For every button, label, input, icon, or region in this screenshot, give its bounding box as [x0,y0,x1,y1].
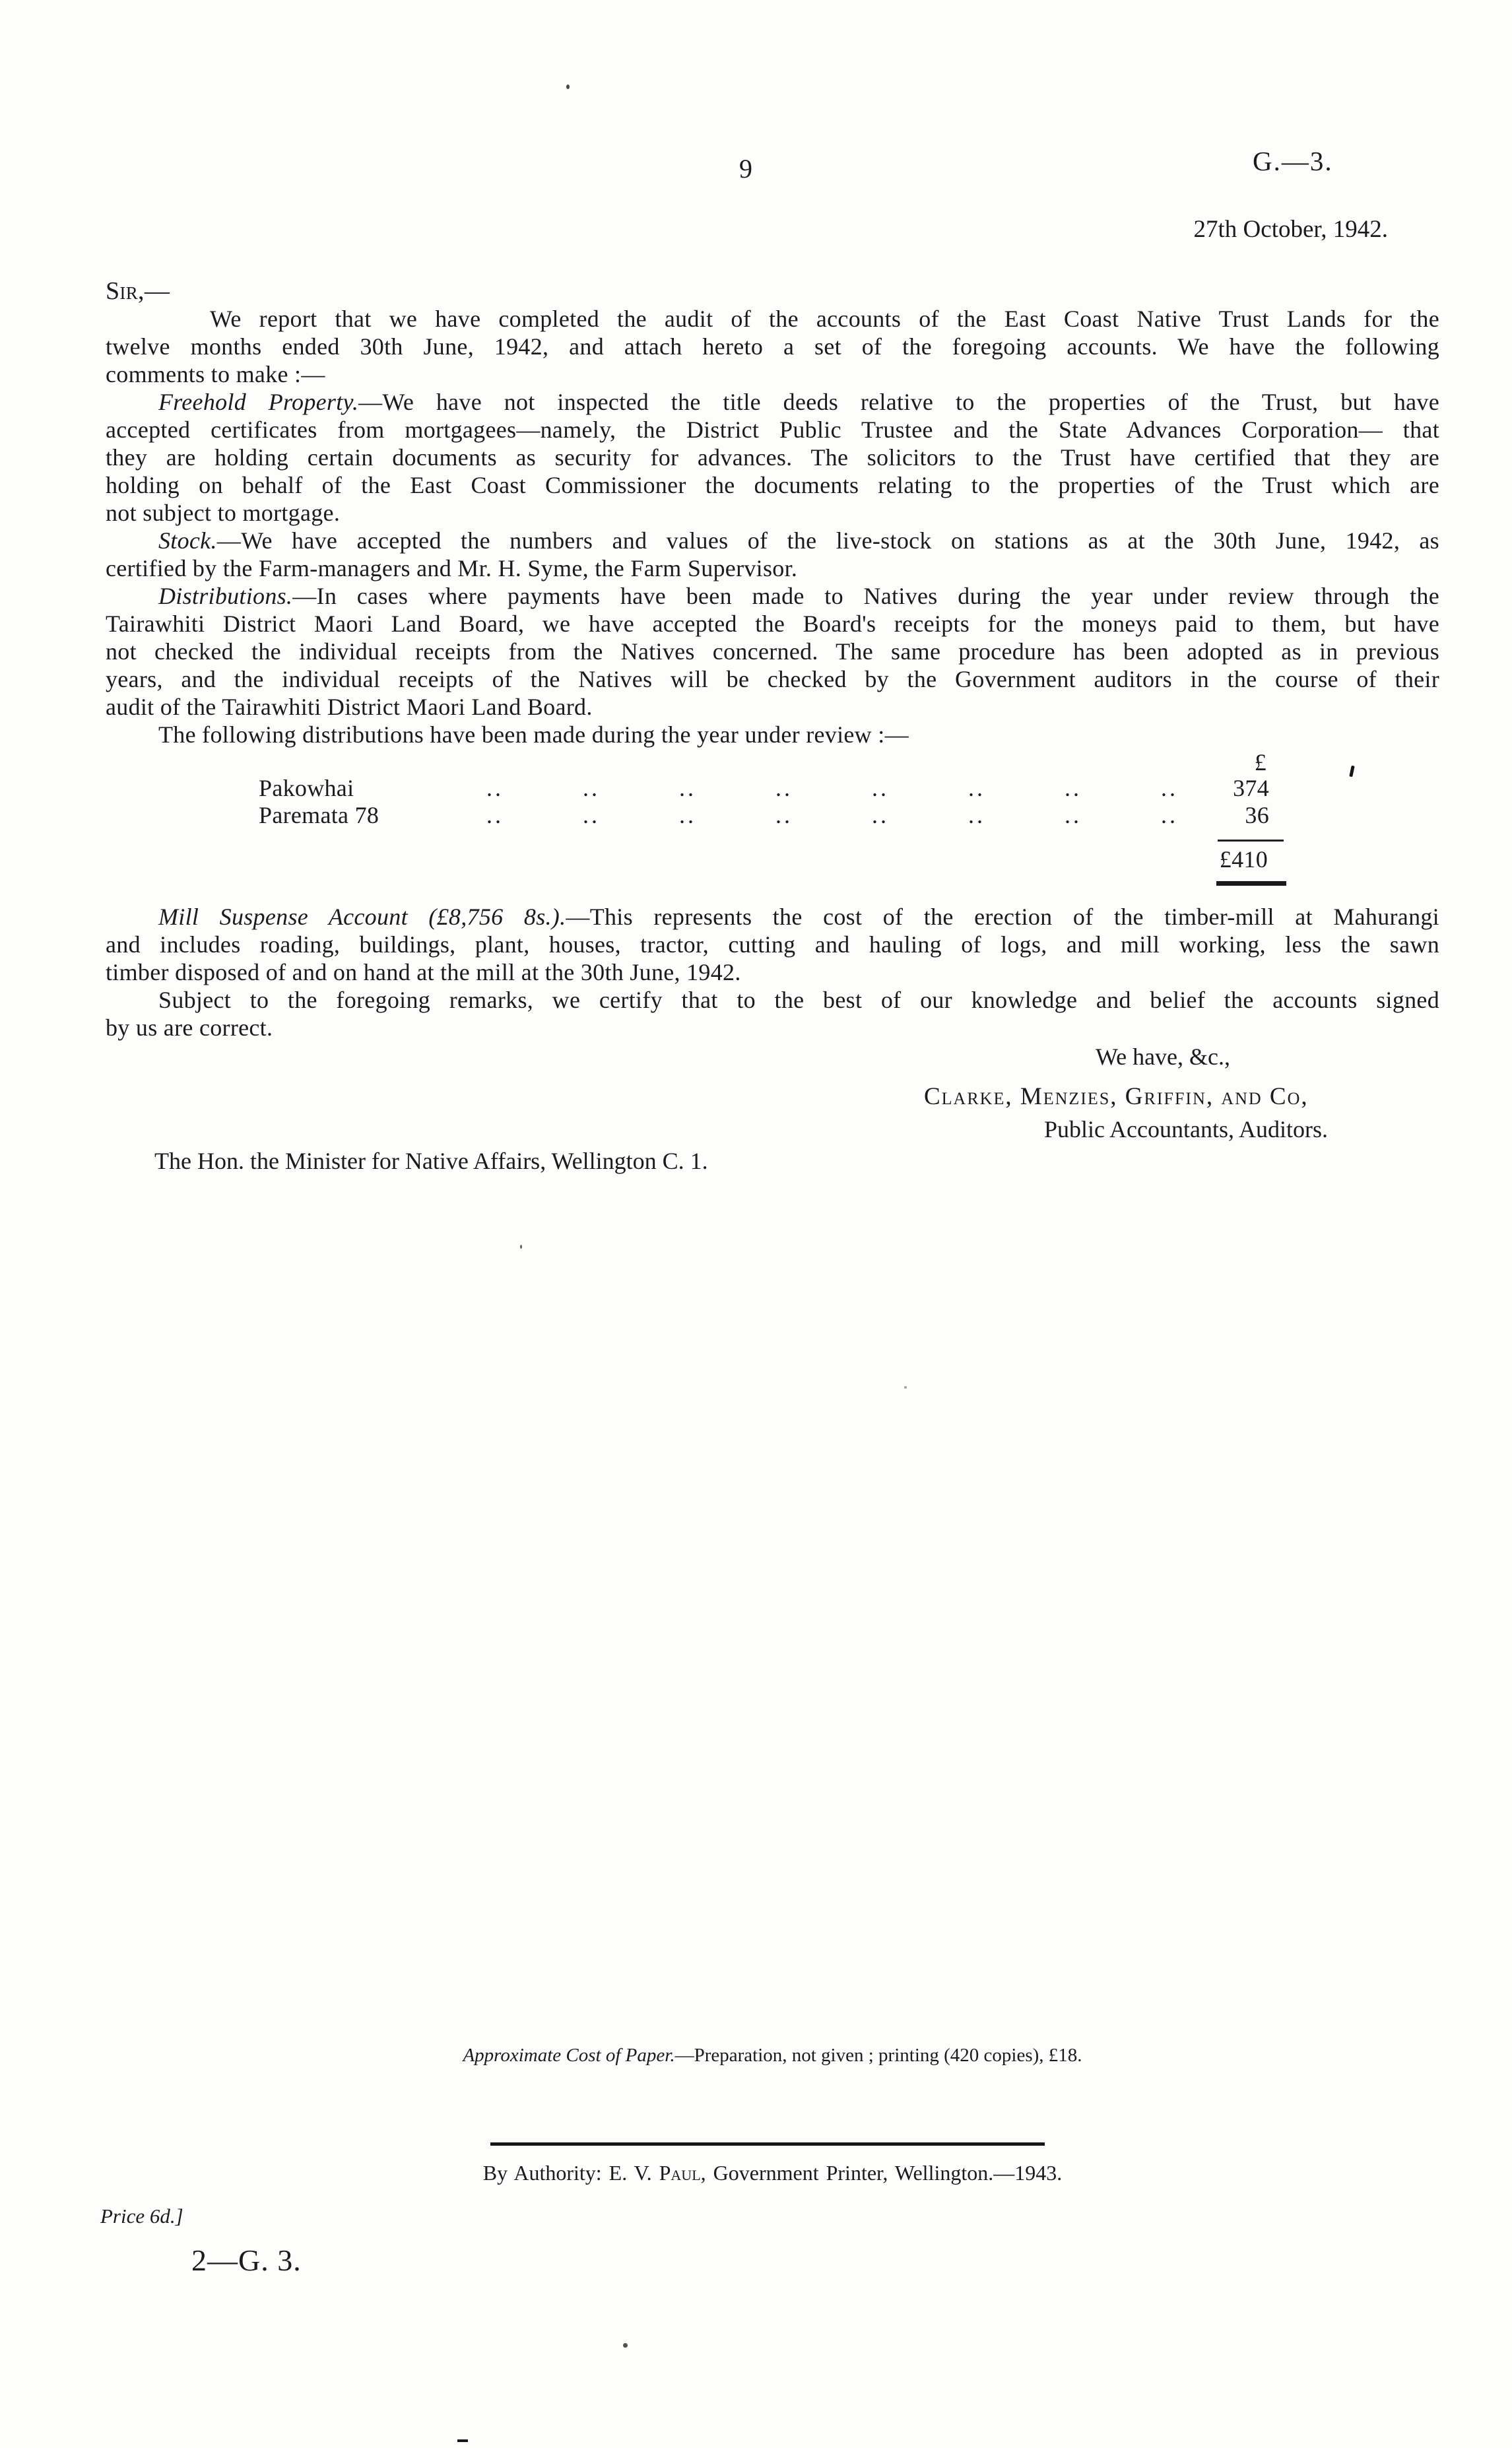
text-line: Mill Suspense Account (£8,756 8s.).—This represents the cost of the erection of the timber-mill at Mahurangi [158,904,1439,930]
text-line: comments to make :— [106,361,325,387]
letter-body [106,277,1439,1042]
salutation: Sir,— [106,277,170,305]
table-row [106,775,1439,802]
row-label: Paremata 78 [259,802,379,828]
price-note: Price 6d.] [100,2204,183,2228]
distribution-table [106,750,1439,886]
cost-note-rest: —Preparation, not given ; printing (420 copies), £18. [674,2045,1082,2066]
text-line: Stock.—We have accepted the numbers and values of the live-stock on stations as at the 30th June, 1942, as [158,527,1439,554]
scan-speck [623,2343,628,2348]
printer-name: Paul [659,2161,701,2185]
dot-leader: .. .. .. .. .. .. .. .. [486,802,1178,828]
paragraph [106,527,1439,582]
auditor-firm-name: Clarke, Menzies, Griffin, and Co, [924,1083,1309,1110]
text-line: audit of the Tairawhiti District Maori Land Board. [106,694,593,720]
dot-leader: .. .. .. .. .. .. .. .. [486,775,1178,801]
text-line: and includes roading, buildings, plant, houses, tractor, cutting and hauling of logs, and mill working, less the sawn [106,931,1439,958]
cost-note-lead: Approximate Cost of Paper. [463,2045,675,2066]
text-line: Tairawhiti District Maori Land Board, we have accepted the Board's receipts for the moneys paid to them, but have [106,611,1439,637]
paragraph [106,305,1439,388]
cost-of-paper-note [106,2045,1439,2067]
text-line: Freehold Property.—We have not inspected the title deeds relative to the properties of the Trust, but have [158,389,1439,415]
distribution-rows [106,775,1439,829]
scan-speck [566,84,570,89]
text-line: Distributions.—In cases where payments have been made to Natives during the year under review through the [158,583,1439,609]
text-line: by us are correct. [106,1014,273,1041]
closing-double-rule [1216,881,1286,886]
authority-pre: By Authority: E. V. [482,2161,659,2185]
scan-speck [904,1386,907,1389]
paragraph [106,388,1439,527]
paragraphs-before-table [106,305,1439,748]
valediction: We have, &c., [1096,1043,1231,1070]
page-number: 9 [739,154,752,183]
paragraph [106,582,1439,721]
auditor-firm-role: Public Accountants, Auditors. [1044,1116,1328,1142]
currency-column-header: £ [1254,749,1266,776]
paragraphs-after-table [106,903,1439,1042]
text-line: they are holding certain documents as security for advances. The solicitors to the Trust have certified that they are [106,444,1439,471]
distribution-total: £410 [1219,846,1268,873]
text-line: The following distributions have been made during the year under review :— [158,721,909,748]
row-amount: 36 [1245,802,1269,828]
paragraph [106,986,1439,1042]
authority-line [106,2161,1439,2185]
total-rule [1218,840,1284,842]
date-line: 27th October, 1942. [1193,216,1388,243]
paragraph [106,903,1439,986]
text-line: certified by the Farm-managers and Mr. H. Syme, the Farm Supervisor. [106,555,798,581]
row-amount: 374 [1233,775,1269,801]
authority-post: , Government Printer, Wellington.—1943. [700,2161,1063,2185]
text-line: not checked the individual receipts from the Natives concerned. The same procedure has been adopted as in previous [106,638,1439,665]
document-reference: G.—3. [1253,146,1333,176]
text-line: Subject to the foregoing remarks, we certify that to the best of our knowledge and belief the accounts signed [158,987,1439,1013]
addressee-line: The Hon. the Minister for Native Affairs, Wellington C. 1. [154,1148,708,1174]
text-line: twelve months ended 30th June, 1942, and attach hereto a set of the foregoing accounts. We have the following [106,333,1439,360]
text-line: We report that we have completed the audit of the accounts of the East Coast Native Trust Lands for the [210,306,1439,332]
text-line: not subject to mortgage. [106,500,341,526]
text-line: accepted certificates from mortgagees—namely, the District Public Trustee and the State Advances Corporation— that [106,416,1439,443]
paragraph [106,721,1439,748]
row-label: Pakowhai [259,775,354,801]
text-line: years, and the individual receipts of the Natives will be checked by the Government auditors in the course of their [106,666,1439,692]
scan-speck [520,1245,522,1249]
text-line: holding on behalf of the East Coast Commissioner the documents relating to the properties of the Trust which are [106,472,1439,498]
scan-speck [457,2439,468,2442]
authority-rule [490,2142,1045,2146]
imprint-code: 2—G. 3. [191,2243,302,2277]
table-row [106,802,1439,829]
text-line: timber disposed of and on hand at the mill at the 30th June, 1942. [106,959,741,985]
